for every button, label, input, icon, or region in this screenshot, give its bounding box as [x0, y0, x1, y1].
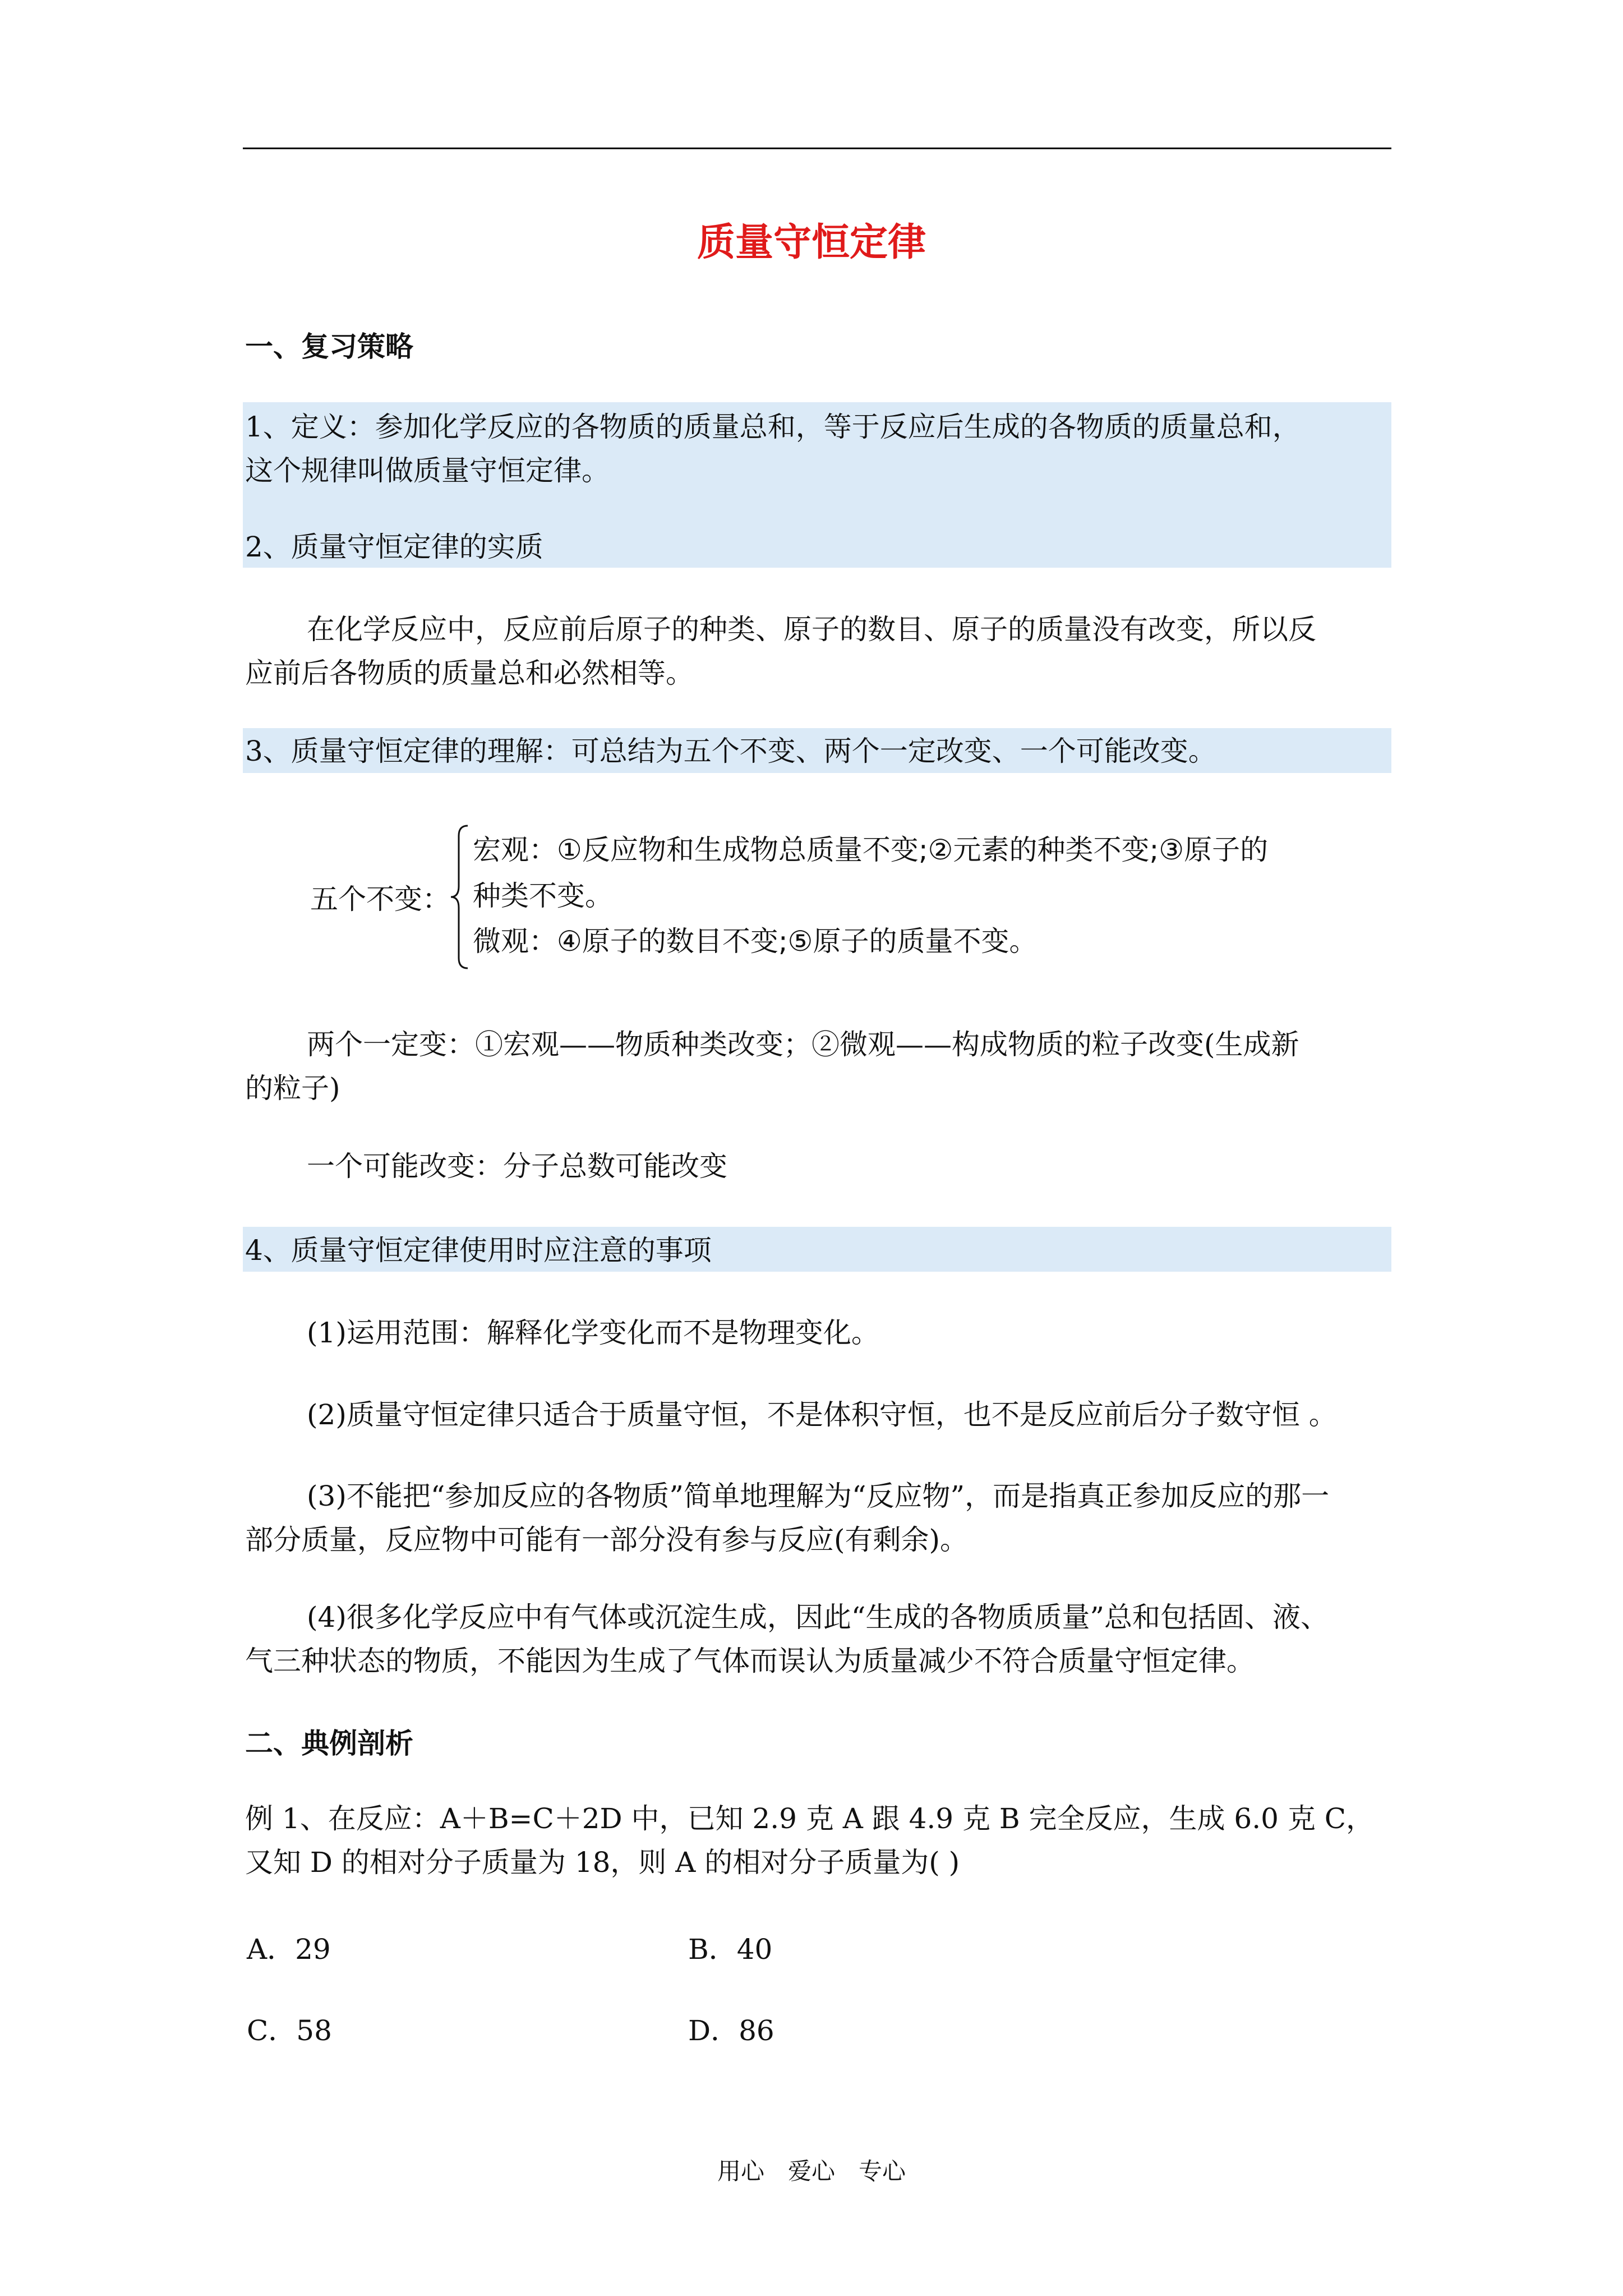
- five-invariants-macro-line-2: 种类不变。: [473, 880, 613, 912]
- note-1: (1)运用范围：解释化学变化而不是物理变化。: [307, 1317, 879, 1349]
- option-a: A．29: [247, 1933, 331, 1966]
- note-2: (2)质量守恒定律只适合于质量守恒，不是体积守恒，也不是反应前后分子数守恒 。: [307, 1398, 1337, 1431]
- five-invariants-label: 五个不变：: [310, 883, 450, 915]
- page-footer: 用心 爱心 专心: [717, 2157, 906, 2185]
- notes-label: 4、质量守恒定律使用时应注意的事项: [245, 1234, 712, 1267]
- note-3-line-1: (3)不能把“参加反应的各物质”简单地理解为“反应物”，而是指真正参加反应的那一: [307, 1480, 1330, 1512]
- header-rule: [243, 148, 1391, 149]
- two-definite-changes-paragraph: [245, 1023, 1389, 1110]
- note-4: [245, 1595, 1389, 1683]
- note-4-line-2: 气三种状态的物质，不能因为生成了气体而误认为质量减少不符合质量守恒定律。: [245, 1645, 1255, 1677]
- section1-heading: 一、复习策略: [245, 330, 413, 363]
- five-invariants-macro-line-1: 宏观：①反应物和生成物总质量不变;②元素的种类不变;③原子的: [473, 834, 1269, 866]
- section2-heading: 二、典例剖析: [245, 1727, 413, 1760]
- essence-paragraph: [245, 608, 1389, 695]
- essence-line-2: 应前后各物质的质量总和必然相等。: [245, 657, 694, 689]
- definition-line-1: 1、定义：参加化学反应的各物质的质量总和，等于反应后生成的各物质的质量总和，: [245, 411, 1301, 443]
- essence-label: 2、质量守恒定律的实质: [245, 531, 543, 563]
- understanding-label: 3、质量守恒定律的理解：可总结为五个不变、两个一定改变、一个可能改变。: [245, 735, 1216, 767]
- two-changes-line-1: 两个一定变：①宏观——物质种类改变；②微观——构成物质的粒子改变(生成新: [307, 1028, 1299, 1061]
- definition-paragraph: [245, 405, 1389, 493]
- note-3-line-2: 部分质量，反应物中可能有一部分没有参与反应(有剩余)。: [245, 1524, 969, 1556]
- five-invariants-micro-line: 微观：④原子的数目不变;⑤原子的质量不变。: [473, 925, 1038, 958]
- option-c: C．58: [247, 2014, 332, 2047]
- essence-line-1: 在化学反应中，反应前后原子的种类、原子的数目、原子的质量没有改变，所以反: [307, 613, 1316, 646]
- definition-line-2: 这个规律叫做质量守恒定律。: [245, 454, 610, 487]
- two-changes-line-2: 的粒子): [245, 1072, 340, 1105]
- option-b: B．40: [688, 1933, 773, 1966]
- note-3: [245, 1474, 1389, 1562]
- one-possible-change: 一个可能改变：分子总数可能改变: [307, 1150, 727, 1182]
- note-4-line-1: (4)很多化学反应中有气体或沉淀生成，因此“生成的各物质质量”总和包括固、液、: [307, 1601, 1329, 1634]
- example-1-question: [245, 1797, 1389, 1884]
- option-d: D．86: [688, 2014, 774, 2047]
- curly-brace-icon: [449, 823, 471, 970]
- example-1-line-1: 例 1、在反应：A＋B=C＋2D 中，已知 2.9 克 A 跟 4.9 克 B 完全反应，生成 6.0 克 C，: [245, 1802, 1374, 1835]
- page-title: 质量守恒定律: [697, 220, 926, 265]
- example-1-line-2: 又知 D 的相对分子质量为 18，则 A 的相对分子质量为( ): [245, 1846, 960, 1879]
